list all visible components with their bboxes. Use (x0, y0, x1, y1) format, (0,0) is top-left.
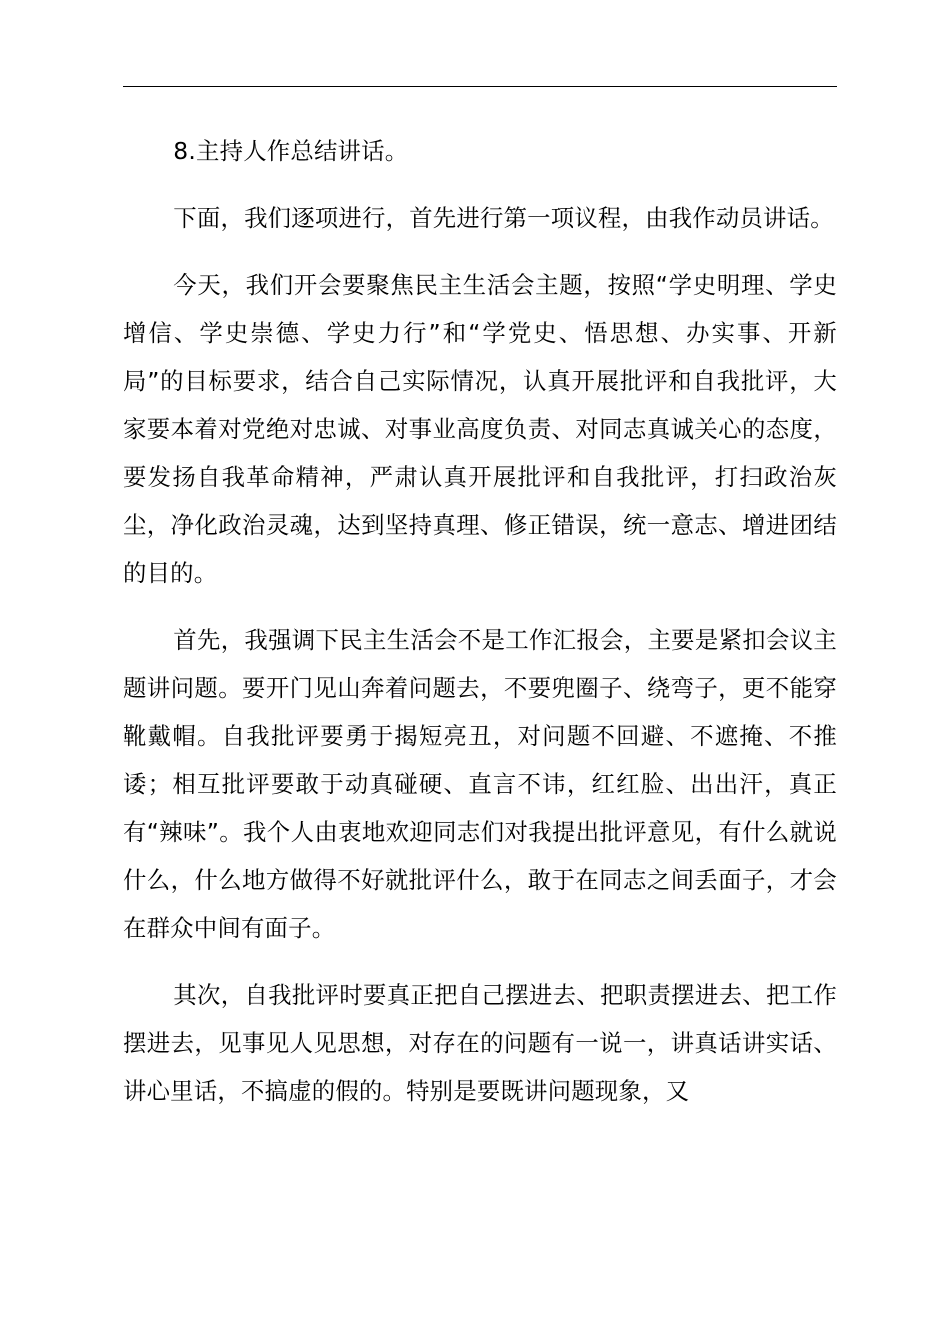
paragraph-meeting-theme: 今天，我们开会要聚焦民主生活会主题，按照“学史明理、学史增信、学史崇德、学史力行”和“学党史、悟思想、办实事、开新局”的目标要求，结合自己实际情况，认真开展批评和自我批评，大家要本着对党绝对忠诚、对事业高度负责、对同志真诚关心的态度，要发扬自我革命精神，严肃认真开展批评和自我批评，打扫政治灰尘，净化政治灵魂，达到坚持真理、修正错误，统一意志、增进团结的目的。 (123, 271, 837, 587)
paragraph-agenda-item-8: 8.主持人作总结讲话。 (173, 137, 409, 165)
paragraph-opening: 下面，我们逐项进行，首先进行第一项议程，由我作动员讲话。 (173, 204, 834, 232)
header-divider (123, 86, 837, 87)
document-body (123, 127, 837, 1134)
paragraph-first-point: 首先，我强调下民主生活会不是工作汇报会，主要是紧扣会议主题讲问题。要开门见山奔着问题去，不要兜圈子、绕弯子，更不能穿靴戴帽。自我批评要勇于揭短亮丑，对问题不回避、不遮掩、不推诿；相互批评要敢于动真碰硬、直言不讳，红红脸、出出汗，真正有“辣味”。我个人由衷地欢迎同志们对我提出批评意见，有什么就说什么，什么地方做得不好就批评什么，敢于在同志之间丢面子，才会在群众中间有面子。 (123, 626, 837, 942)
paragraph-second-point: 其次，自我批评时要真正把自己摆进去、把职责摆进去、把工作摆进去，见事见人见思想，对存在的问题有一说一，讲真话讲实话、讲心里话，不搞虚的假的。特别是要既讲问题现象，又 (123, 981, 837, 1105)
